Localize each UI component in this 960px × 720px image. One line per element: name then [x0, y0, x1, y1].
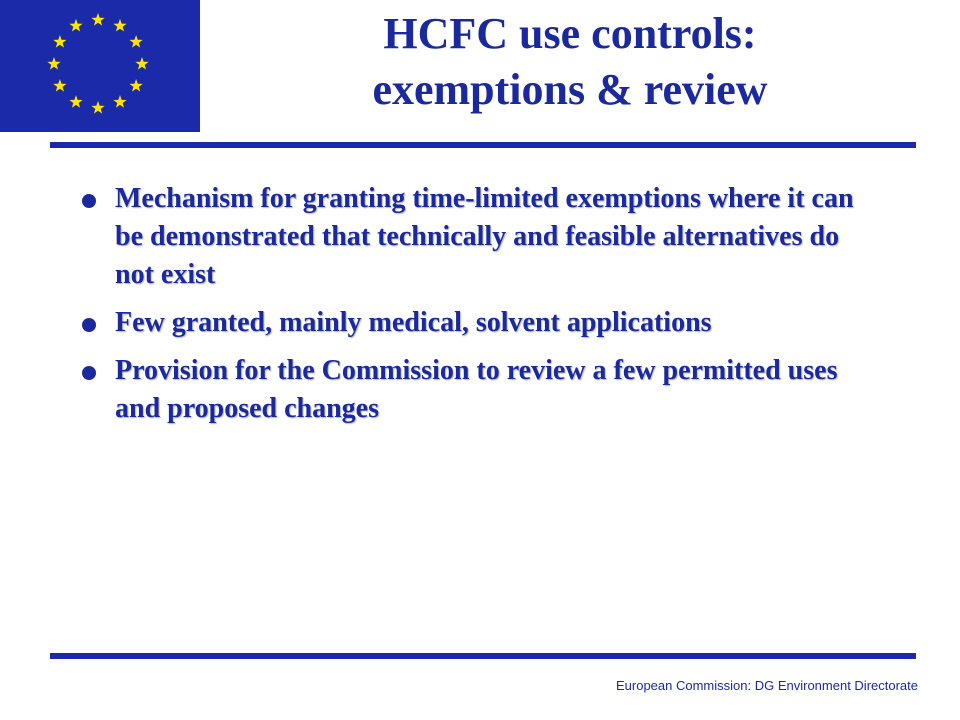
- top-divider: [50, 142, 916, 148]
- bullet-dot-icon: [82, 318, 96, 332]
- bullet-item: [80, 180, 880, 294]
- eu-flag-stars: [0, 0, 200, 132]
- bullet-text: Mechanism for granting time-limited exemptions where it can be demonstrated that technically and feasible alternatives do not exist: [115, 183, 854, 290]
- page-title: [230, 6, 910, 118]
- bullet-item: [80, 304, 880, 342]
- flag-star: [113, 19, 126, 32]
- bullet-text: Provision for the Commission to review a few permitted uses and proposed changes: [115, 355, 838, 424]
- flag-star: [53, 35, 66, 48]
- title-line-1: HCFC use controls:: [383, 9, 757, 58]
- flag-star: [69, 19, 82, 32]
- flag-star: [53, 79, 66, 92]
- bottom-divider: [50, 653, 916, 659]
- flag-star: [113, 95, 126, 108]
- footer-text: European Commission: DG Environment Directorate: [615, 678, 918, 693]
- bullet-item: [80, 352, 880, 428]
- bullet-text: Few granted, mainly medical, solvent applications: [115, 307, 712, 338]
- flag-star: [91, 101, 104, 114]
- eu-flag-icon: [0, 0, 200, 132]
- bullet-dot-icon: [82, 194, 96, 208]
- bullet-dot-icon: [82, 366, 96, 380]
- flag-star: [47, 57, 60, 70]
- flag-star: [129, 79, 142, 92]
- title-line-2: exemptions & review: [372, 65, 768, 114]
- flag-star: [91, 13, 104, 26]
- flag-star: [129, 35, 142, 48]
- flag-star: [69, 95, 82, 108]
- flag-star: [135, 57, 148, 70]
- bullet-list: [80, 180, 880, 438]
